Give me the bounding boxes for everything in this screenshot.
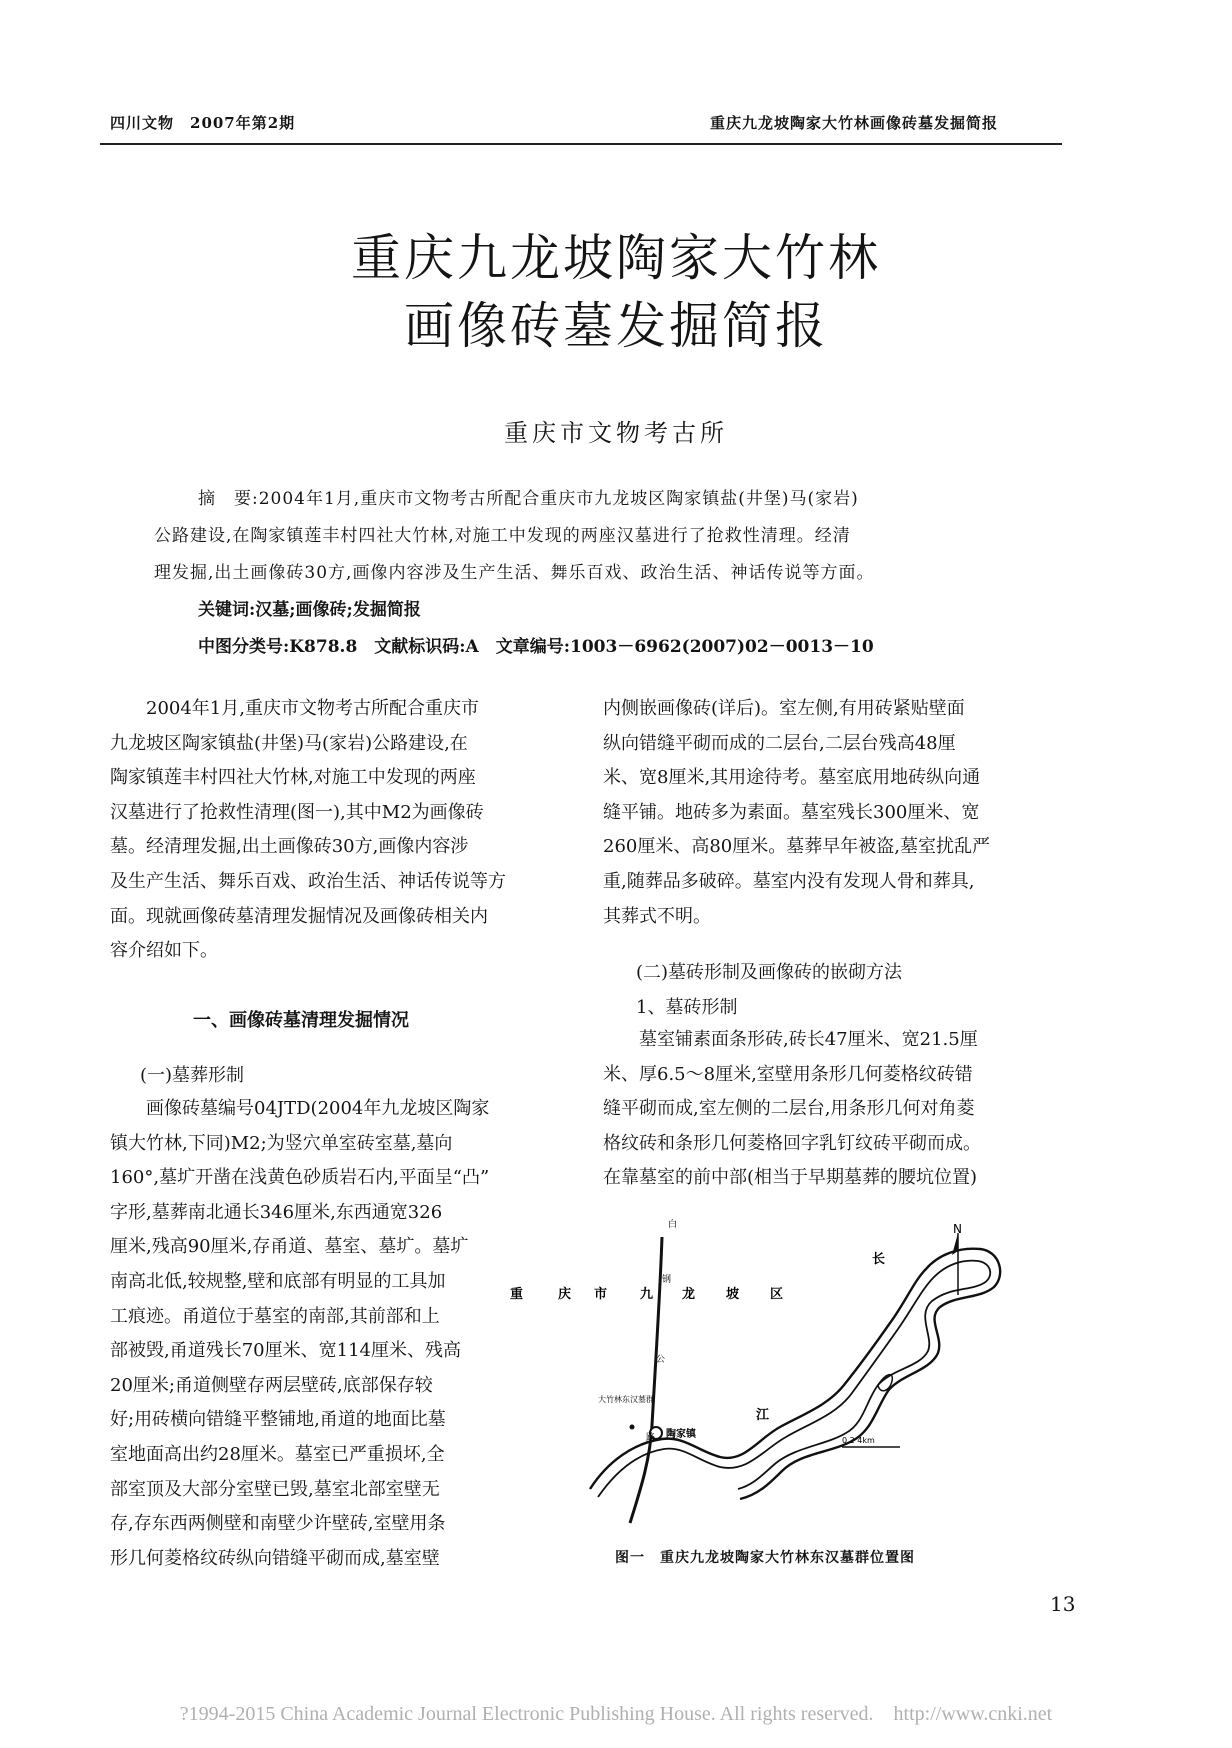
text-line: 南高北低,较规整,壁和底部有明显的工具加 xyxy=(110,1270,446,1292)
author: 重庆市文物考古所 xyxy=(504,419,728,447)
title-line-2: 画像砖墓发掘简报 xyxy=(404,297,828,355)
section-heading-1: 一、画像砖墓清理发掘情况 xyxy=(193,1010,409,1031)
text-line: 汉墓进行了抢救性清理(图一),其中M2为画像砖 xyxy=(110,801,484,823)
region-label-char: 重 xyxy=(510,1287,524,1302)
running-title: 重庆九龙坡陶家大竹林画像砖墓发掘简报 xyxy=(710,114,999,132)
text-line: 在靠墓室的前中部(相当于早期墓葬的腰坑位置) xyxy=(603,1167,978,1189)
title-line-1: 重庆九龙坡陶家大竹林 xyxy=(351,229,881,287)
site-marker xyxy=(630,1425,635,1430)
north-label: N xyxy=(953,1222,962,1236)
text-line: 及生产生活、舞乐百戏、政治生活、神话传说等方 xyxy=(110,870,506,892)
road-label-char: 钢 xyxy=(662,1275,672,1285)
text-line: 缝平铺。地砖多为素面。墓室残长300厘米、宽 xyxy=(603,801,980,823)
header-rule xyxy=(100,143,1062,145)
copyright-footer: ?1994-2015 China Academic Journal Electronic Publishing House. All rights reserved. http://www.cnki.net xyxy=(179,1703,1053,1725)
text-line: 缝平砌而成,室左侧的二层台,用条形几何对角菱 xyxy=(603,1098,975,1120)
text-line: 墓。经清理发掘,出土画像砖30方,画像内容涉 xyxy=(110,836,469,858)
text-line: 厘米,残高90厘米,存甬道、墓室、墓圹。墓圹 xyxy=(110,1236,469,1258)
region-label-char: 庆 xyxy=(558,1287,572,1302)
location-map xyxy=(510,1220,1060,1530)
abstract-line-1: 摘 要:2004年1月,重庆市文物考古所配合重庆市九龙坡区陶家镇盐(井堡)马(家岩) xyxy=(198,489,859,509)
classification: 中图分类号:K878.8 文献标识码:A 文章编号:1003－6962(2007)02－0013－10 xyxy=(198,637,874,657)
text-line: 部室顶及大部分室壁已毁,墓室北部室壁无 xyxy=(110,1478,440,1500)
region-label-char: 九 xyxy=(640,1287,654,1302)
subsection-heading-3: 1、墓砖形制 xyxy=(636,997,738,1018)
text-line: 160°,墓圹开凿在浅黄色砂质岩石内,平面呈“凸” xyxy=(110,1167,490,1189)
region-label-char: 坡 xyxy=(726,1287,740,1302)
river-label-char: 江 xyxy=(756,1408,770,1423)
text-line: 画像砖墓编号04JTD(2004年九龙坡区陶家 xyxy=(110,1098,490,1119)
text-line: 容介绍如下。 xyxy=(110,940,218,962)
text-line: 形几何菱格纹砖纵向错缝平砌而成,墓室壁 xyxy=(110,1547,440,1569)
text-line: 好;用砖横向错缝平整铺地,甬道的地面比墓 xyxy=(110,1409,446,1431)
text-line: 重,随葬品多破碎。墓室内没有发现人骨和葬具, xyxy=(603,870,975,892)
region-label-char: 市 xyxy=(594,1287,608,1302)
region-label-char: 区 xyxy=(770,1287,784,1302)
left-body xyxy=(110,1092,489,1576)
town-label: 陶家镇 xyxy=(666,1429,696,1440)
road-label-char: 路 xyxy=(646,1433,656,1443)
keywords: 关键词:汉墓;画像砖;发掘简报 xyxy=(198,600,421,620)
highway-line xyxy=(630,1237,662,1523)
text-line: 镇大竹林,下同)M2;为竖穴单室砖室墓,墓向 xyxy=(110,1132,453,1154)
subsection-heading-1: (一)墓葬形制 xyxy=(140,1065,245,1086)
text-line: 墓室铺素面条形砖,砖长47厘米、宽21.5厘 xyxy=(603,1029,978,1050)
right-top xyxy=(603,692,990,934)
road-label-char: 公 xyxy=(656,1355,666,1365)
left-intro xyxy=(110,692,506,969)
scale-label: 0 2 4km xyxy=(842,1436,875,1445)
page-number: 13 xyxy=(1050,1592,1076,1616)
region-label-char: 龙 xyxy=(682,1287,696,1302)
text-line: 格纹砖和条形几何菱格回字乳钉纹砖平砌而成。 xyxy=(603,1132,981,1154)
text-line: 陶家镇莲丰村四社大竹林,对施工中发现的两座 xyxy=(110,767,476,789)
road-label-char: 白 xyxy=(668,1220,678,1230)
text-line: 其葬式不明。 xyxy=(603,905,711,927)
text-line: 纵向错缝平砌而成的二层台,二层台残高48厘 xyxy=(603,732,956,754)
figure-caption: 图一 重庆九龙坡陶家大竹林东汉墓群位置图 xyxy=(615,1550,915,1566)
text-line: 面。现就画像砖墓清理发掘情况及画像砖相关内 xyxy=(110,905,488,927)
text-line: 内侧嵌画像砖(详后)。室左侧,有用砖紧贴壁面 xyxy=(603,698,965,719)
text-line: 工痕迹。甬道位于墓室的南部,其前部和上 xyxy=(110,1305,440,1327)
text-line: 米、厚6.5～8厘米,室壁用条形几何菱格纹砖错 xyxy=(603,1063,973,1085)
right-body xyxy=(603,1023,981,1196)
text-line: 2004年1月,重庆市文物考古所配合重庆市 xyxy=(110,698,479,719)
text-line: 存,存东西两侧壁和南壁少许壁砖,室壁用条 xyxy=(110,1513,446,1535)
site-label: 大竹林东汉墓群 xyxy=(598,1395,654,1404)
river-label-char: 长 xyxy=(872,1252,886,1267)
text-line: 九龙坡区陶家镇盐(井堡)马(家岩)公路建设,在 xyxy=(110,732,468,754)
text-line: 部被毁,甬道残长70厘米、宽114厘米、残高 xyxy=(110,1340,461,1362)
text-line: 室地面高出约28厘米。墓室已严重损坏,全 xyxy=(110,1443,445,1465)
subsection-heading-2: (二)墓砖形制及画像砖的嵌砌方法 xyxy=(636,962,903,983)
abstract-line-3: 理发掘,出土画像砖30方,画像内容涉及生产生活、舞乐百戏、政治生活、神话传说等方面。 xyxy=(154,563,875,583)
text-line: 20厘米;甬道侧壁存两层壁砖,底部保存较 xyxy=(110,1374,433,1396)
text-line: 字形,墓葬南北通长346厘米,东西通宽326 xyxy=(110,1201,443,1223)
text-line: 米、宽8厘米,其用途待考。墓室底用地砖纵向通 xyxy=(603,767,981,789)
abstract-line-2: 公路建设,在陶家镇莲丰村四社大竹林,对施工中发现的两座汉墓进行了抢救性清理。经清 xyxy=(154,526,851,546)
text-line: 260厘米、高80厘米。墓葬早年被盗,墓室扰乱严 xyxy=(603,836,990,858)
journal-issue: 四川文物 2007年第2期 xyxy=(110,114,296,132)
